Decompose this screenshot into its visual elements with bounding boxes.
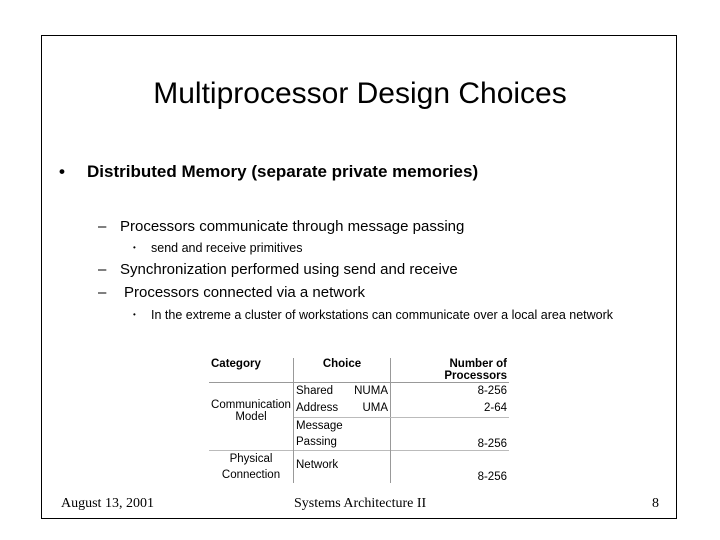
dash-icon: –: [98, 218, 107, 235]
bullet-text: Distributed Memory (separate private memories): [87, 162, 479, 181]
small-bullet-icon: •: [133, 243, 136, 252]
footer-page-number: 8: [652, 496, 659, 511]
category-physical: Physical Connection: [209, 451, 294, 484]
count-shared-address: 8-256 2-64: [391, 383, 510, 418]
sub-bullet-synchronization: [98, 260, 458, 280]
sub-bullet-text: Synchronization performed using send and receive: [120, 261, 458, 278]
sub-bullet-network: [98, 283, 365, 303]
detail-cluster: [133, 307, 661, 323]
detail-send-receive: [133, 240, 631, 256]
header-number: Number of Processors: [391, 358, 510, 383]
bullet-distributed-memory: [59, 161, 478, 183]
table-row: [209, 383, 509, 418]
small-bullet-icon: •: [133, 310, 136, 319]
count-network: 8-256: [391, 451, 510, 484]
sub-bullet-message-passing: [98, 217, 464, 237]
count-message-passing: 8-256: [477, 438, 507, 450]
bullet-dot-icon: •: [59, 162, 65, 181]
choice-network: Network: [294, 451, 391, 484]
multiprocessor-table: [209, 358, 509, 483]
detail-text: In the extreme a cluster of workstations can communicate over a local area network: [151, 308, 614, 322]
sub-bullet-text: Processors communicate through message passing: [120, 218, 465, 235]
slide-title: Multiprocessor Design Choices: [153, 77, 567, 110]
table-row: [209, 451, 509, 484]
sub-bullet-text: Processors connected via a network: [124, 284, 365, 301]
footer-course: Systems Architecture II: [294, 496, 427, 511]
footer-date: August 13, 2001: [61, 496, 154, 511]
detail-text: send and receive primitives: [151, 241, 303, 255]
dash-icon: –: [98, 261, 107, 278]
header-choice: Choice: [294, 358, 391, 383]
dash-icon: –: [98, 284, 107, 301]
category-communication: Communication Model: [209, 383, 294, 451]
choice-shared-address: Shared NUMA Address UMA: [294, 383, 391, 418]
table-header-row: [209, 358, 509, 383]
choice-message-passing: Message Passing: [294, 418, 391, 451]
header-category: Category: [209, 358, 294, 383]
